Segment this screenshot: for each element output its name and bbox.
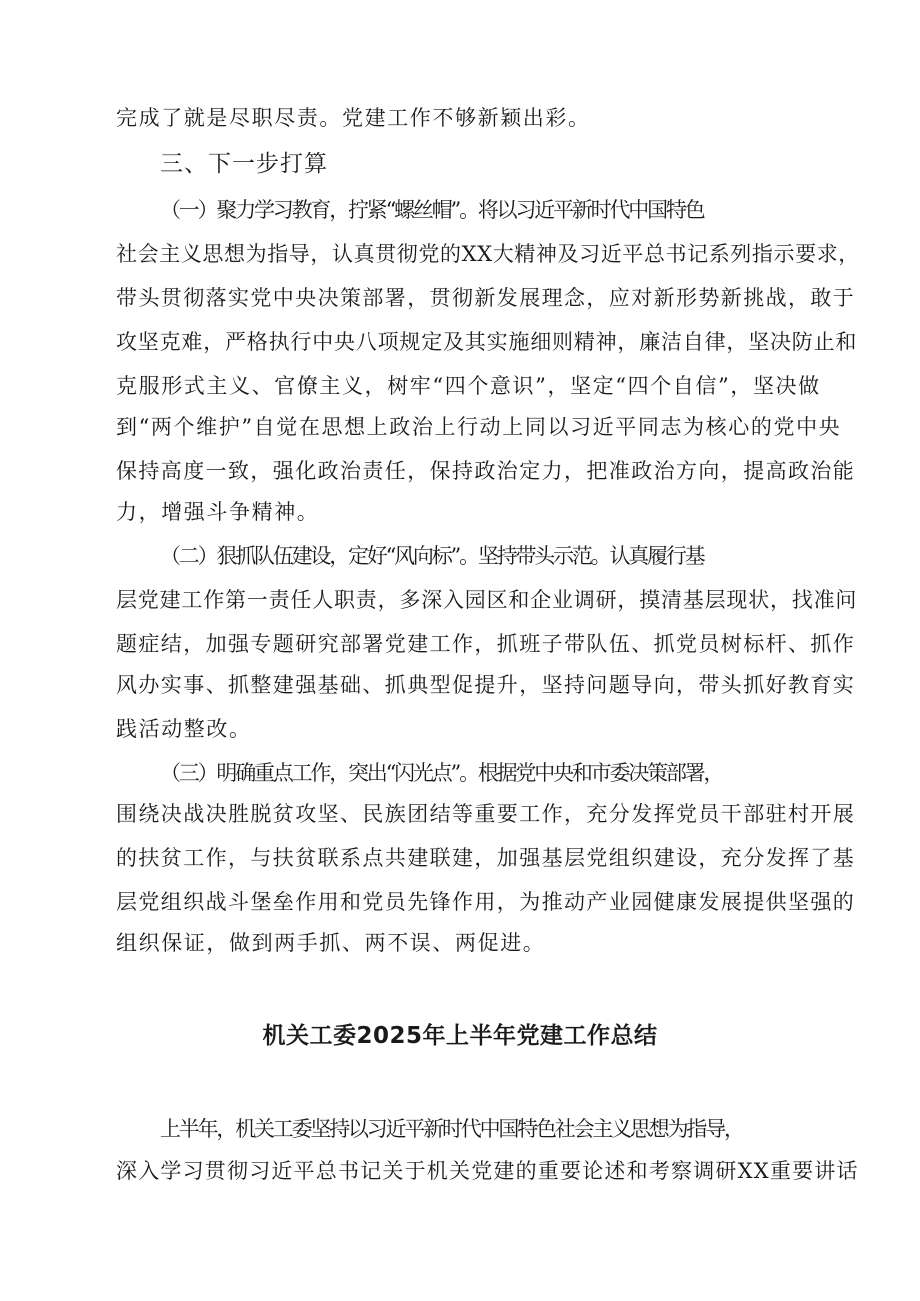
paragraph-line: 社会主义思想为指导，认真贯彻党的XX大精神及习近平总书记系列指示要求，: [116, 242, 860, 266]
paragraph-line: 攻坚克难，严格执行中央八项规定及其实施细则精神，廉洁自律，坚决防止和: [116, 330, 858, 354]
paragraph-line: 完成了就是尽职尽责。党建工作不够新颖出彩。: [116, 106, 591, 130]
paragraph-line: 题症结，加强专题研究部署党建工作，抓班子带队伍、抓党员树标杆、抓作: [116, 632, 856, 656]
paragraph-line: 带头贯彻落实党中央决策部署，贯彻新发展理念，应对新形势新挑战，敢于: [116, 286, 856, 310]
paragraph-line: 组织保证，做到两手抓、两不误、两促进。: [116, 931, 546, 955]
document-title: 机关工委2025年上半年党建工作总结: [262, 1023, 658, 1049]
paragraph-line: 深入学习贯彻习近平总书记关于机关党建的重要论述和考察调研XX重要讲话: [116, 1159, 859, 1183]
paragraph-line: （三）明确重点工作，突出“闪光点”。根据党中央和市委决策部署，: [160, 761, 723, 785]
paragraph-line: 的扶贫工作，与扶贫联系点共建联建，加强基层党组织建设，充分发挥了基: [116, 846, 856, 870]
section-heading: 三、下一步打算: [160, 151, 328, 177]
paragraph-line: 克服形式主义、官僚主义，树牢“四个意识”，坚定“四个自信”，坚决做: [116, 374, 821, 398]
paragraph-line: 风办实事、抓整建强基础、抓典型促提升，坚持问题导向，带头抓好教育实: [116, 673, 856, 697]
paragraph-line: 层党建工作第一责任人职责，多深入园区和企业调研，摸清基层现状，找准问: [116, 588, 858, 612]
paragraph-line: 力，增强斗争精神。: [116, 500, 320, 524]
paragraph-line: （二）狠抓队伍建设，定好“风向标”。坚持带头示范。认真履行基: [160, 544, 704, 568]
paragraph-line: 保持高度一致，强化政治责任，保持政治定力，把准政治方向，提高政治能: [116, 459, 856, 483]
paragraph-line: 践活动整改。: [116, 717, 252, 741]
paragraph-line: 围绕决战决胜脱贫攻坚、民族团结等重要工作，充分发挥党员干部驻村开展: [116, 802, 856, 826]
paragraph-line: 到“两个维护”自觉在思想上政治上行动上同以习近平同志为核心的党中央: [116, 415, 842, 439]
paragraph-line: 层党组织战斗堡垒作用和党员先锋作用，为推动产业园健康发展提供坚强的: [116, 890, 856, 914]
paragraph-line: （一）聚力学习教育，拧紧“螺丝帽”。将以习近平新时代中国特色: [160, 198, 704, 222]
paragraph-line: 上半年，机关工委坚持以习近平新时代中国特色社会主义思想为指导，: [160, 1117, 743, 1141]
